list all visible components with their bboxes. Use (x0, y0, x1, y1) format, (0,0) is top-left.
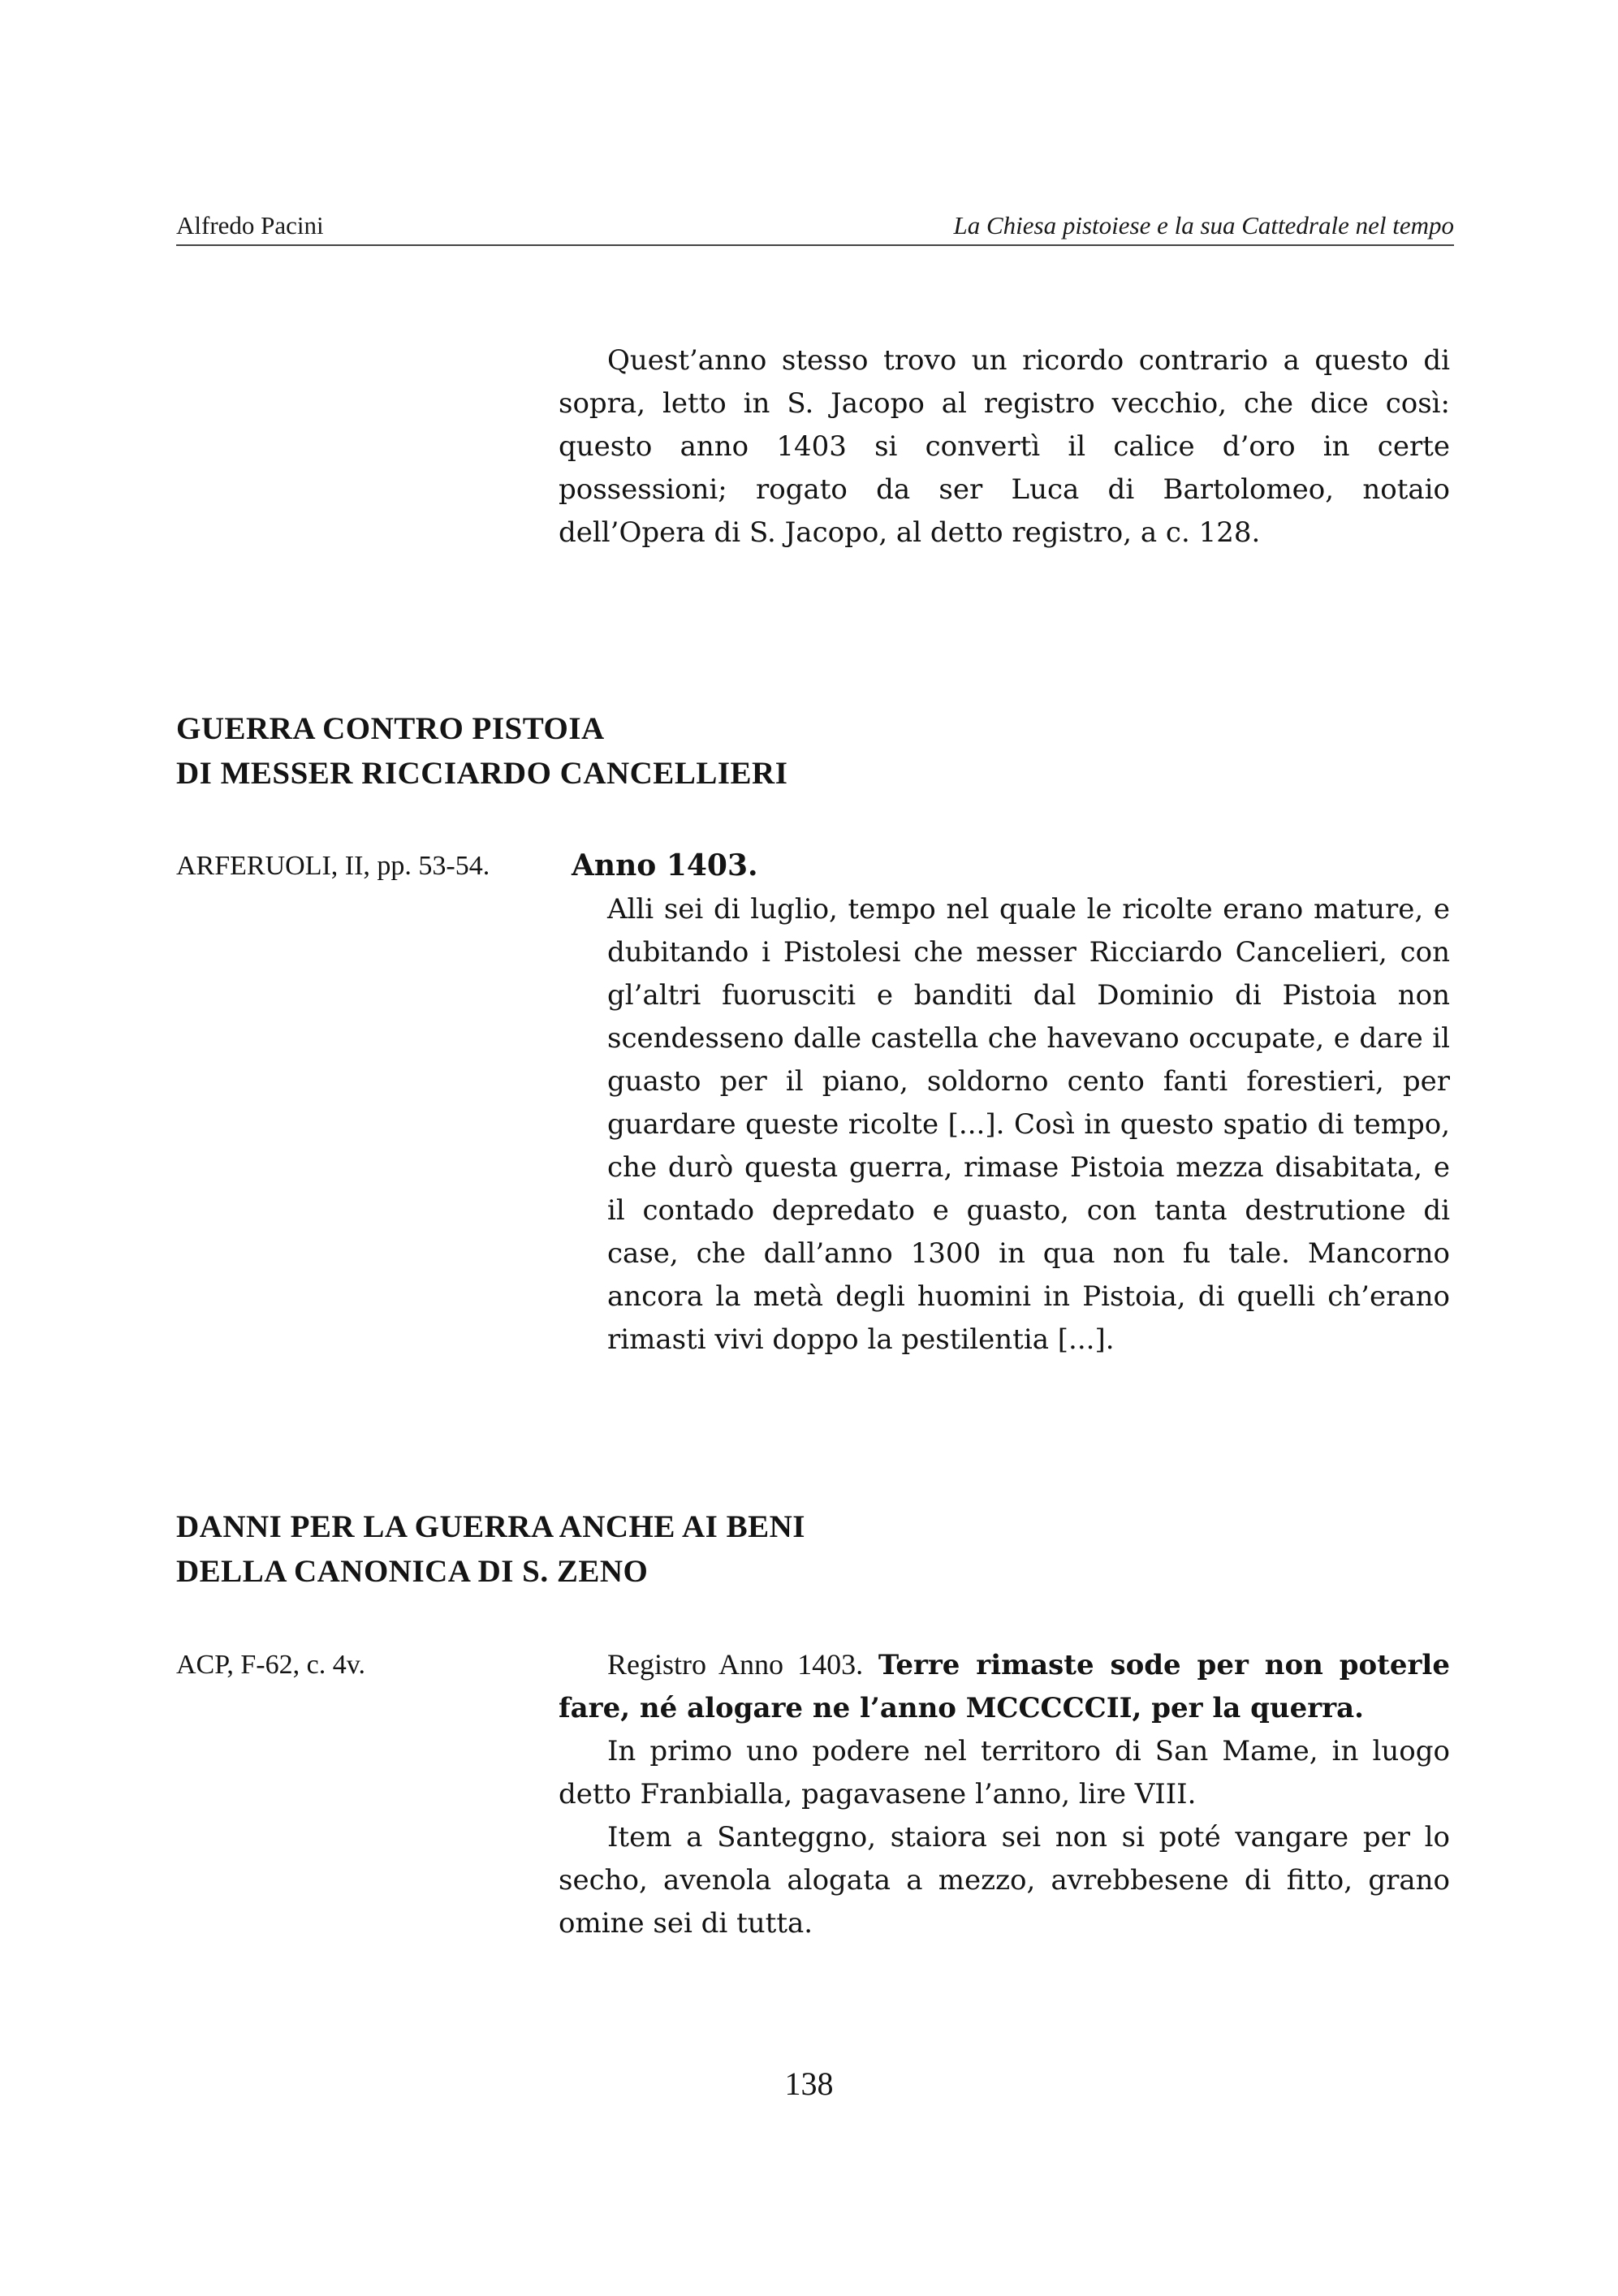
section1-heading (176, 706, 787, 796)
header-divider (176, 244, 1454, 246)
section2-register-label: Registro Anno 1403. (607, 1648, 864, 1681)
intro-text: Quest’anno stesso trovo un ricordo contrario a questo di sopra, letto in S. Jacopo al registro vecchio, che dice così: questo anno 1403 si convertì il calice d’oro in certe possessioni; rogato da ser Luca di Bartolomeo, notaio dell’Opera di S. Jacopo, al detto registro, a c. 128. (559, 344, 1450, 549)
section2-paragraph2: Item a Santeggno, staiora sei non si poté vangare per lo secho, avenola alogata a mezzo, avrebbesene di fitto, grano omine sei di tutta. (559, 1821, 1450, 1940)
intro-paragraph (559, 339, 1450, 555)
section2-register-title: Terre rimaste sode per non poterle fare, né alogare ne l’anno MCCCCCII, per la querra. (559, 1649, 1450, 1724)
section1-entry (559, 844, 1450, 1362)
section2-entry (559, 1643, 1450, 1945)
header-book-title: La Chiesa pistoiese e la sua Cattedrale nel tempo (953, 211, 1454, 240)
section2-register (559, 1643, 1450, 1730)
section2-heading-line2: DELLA CANONICA DI S. ZENO (176, 1554, 649, 1589)
section1-heading-line1: GUERRA CONTRO PISTOIA (176, 711, 605, 746)
section2-paragraph1: In primo uno podere nel territoro di San Mame, in luogo detto Franbialla, pagavasene l’anno, lire VIII. (559, 1735, 1450, 1810)
section2-reference: ACP, F-62, c. 4v. (176, 1650, 365, 1680)
running-header (176, 205, 1454, 245)
section1-body: Alli sei di luglio, tempo nel quale le ricolte erano mature, e dubitando i Pistolesi che messer Ricciardo Cancelieri, con gl’altri fuorusciti e banditi dal Dominio di Pistoia non scendesseno dalle castella che havevano occupate, e dare il guasto per il piano, soldorno cento fanti forestieri, per guardare queste ricolte [...]. Così in questo spatio di tempo, che durò questa guerra, rimase Pistoia mezza disabitata, e il contado depredato e guasto, con tanta destrutione di case, che dall’anno 1300 in qua non fu tale. Mancorno ancora la metà degli huomini in Pistoia, di quelli ch’erano rimasti vivi doppo la pestilentia [...]. (607, 893, 1450, 1356)
page-number: 138 (784, 2065, 834, 2102)
section1-year: Anno 1403. (572, 848, 758, 883)
section1-reference: ARFERUOLI, II, pp. 53-54. (176, 851, 490, 881)
section1-heading-line2: DI MESSER RICCIARDO CANCELLIERI (176, 756, 788, 791)
header-author: Alfredo Pacini (176, 211, 324, 240)
section2-heading (176, 1504, 805, 1594)
section2-heading-line1: DANNI PER LA GUERRA ANCHE AI BENI (176, 1509, 805, 1544)
